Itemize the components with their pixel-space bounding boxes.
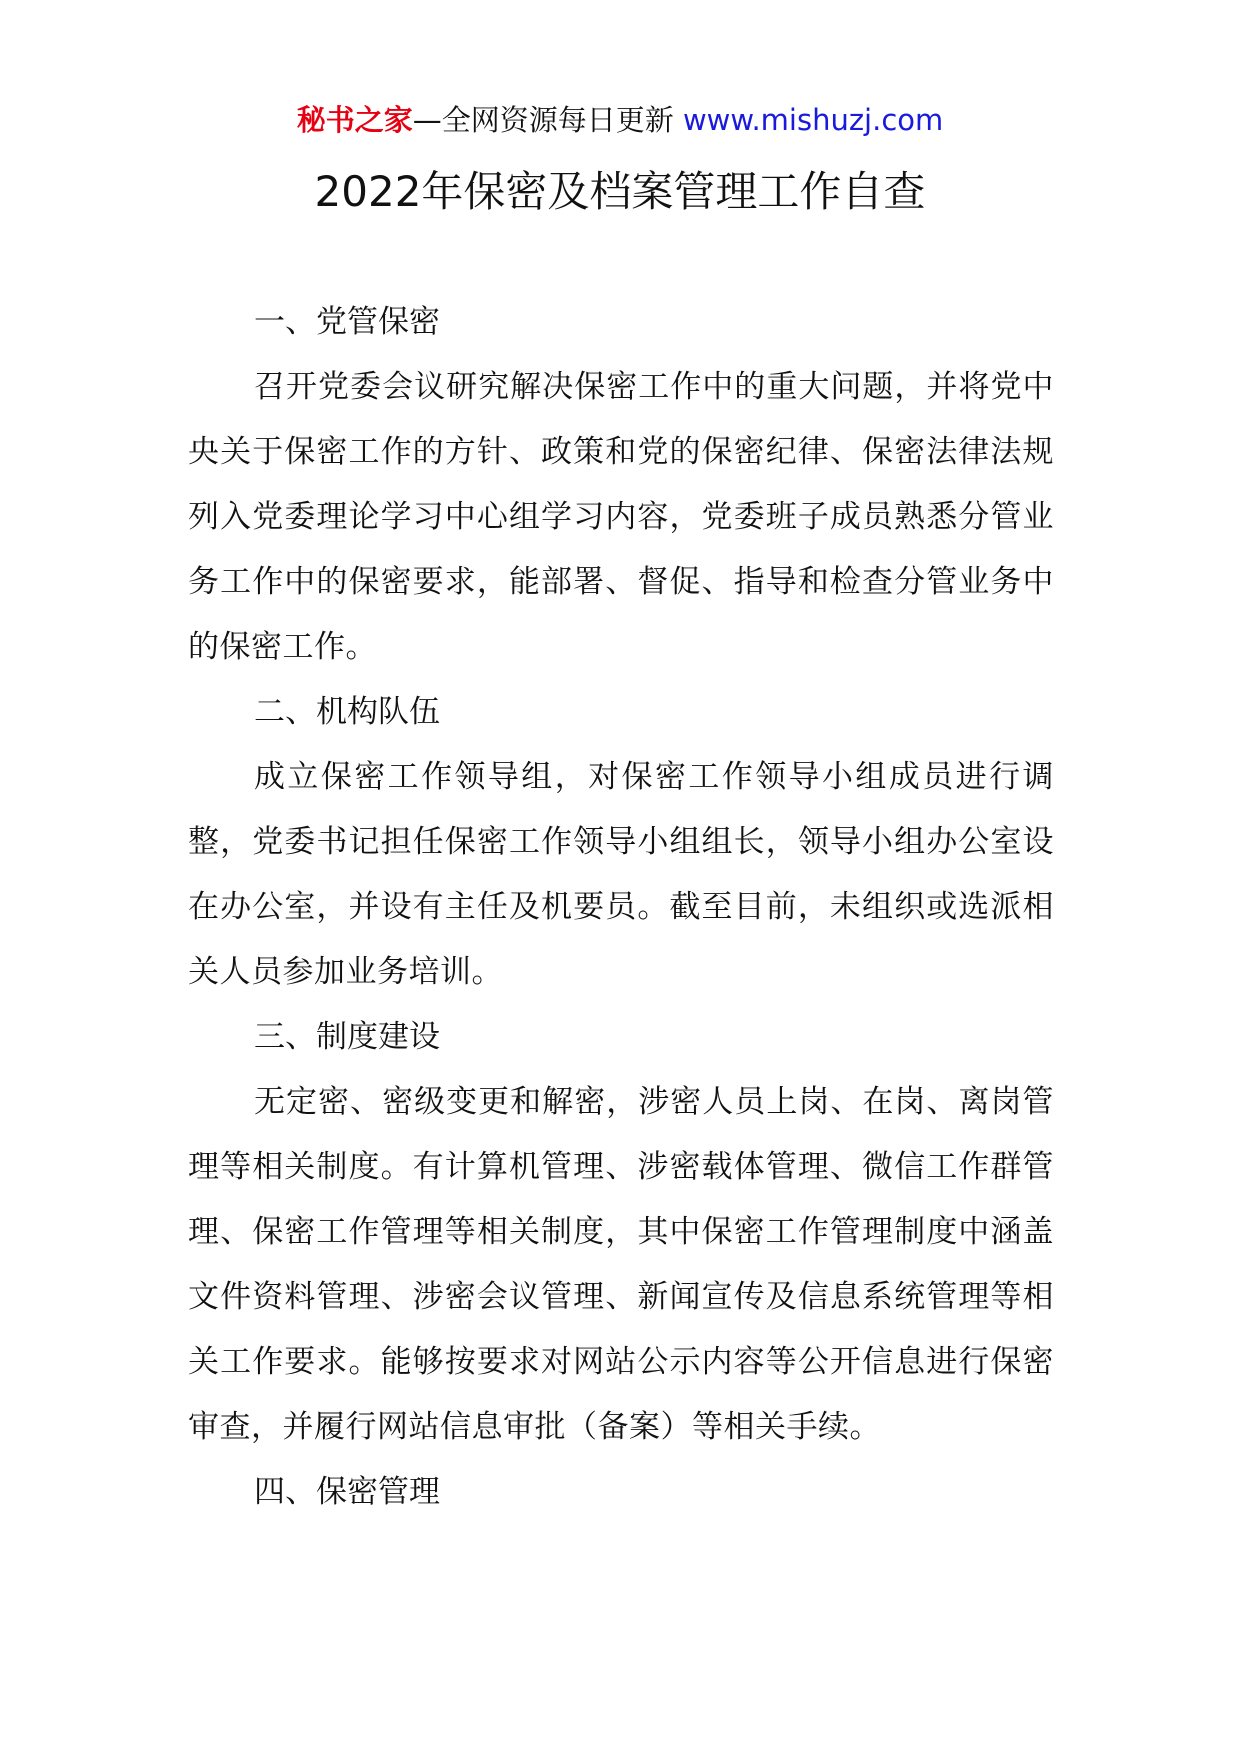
section-heading: 四、保密管理	[254, 1474, 440, 1510]
section-heading: 三、制度建设	[254, 1019, 440, 1055]
brand-slogan: —全网资源每日更新	[412, 103, 683, 137]
site-url-link[interactable]: www.mishuzj.com	[682, 103, 944, 137]
document-body	[188, 290, 1054, 1525]
section-paragraph: 召开党委会议研究解决保密工作中的重大问题，并将党中央关于保密工作的方针、政策和党的保密纪律、保密法律法规列入党委理论学习中心组学习内容，党委班子成员熟悉分管业务工作中的保密要求，能部署、督促、指导和检查分管业务中的保密工作。	[188, 369, 1054, 665]
site-banner	[0, 100, 1240, 140]
section-paragraph: 成立保密工作领导组，对保密工作领导小组成员进行调整，党委书记担任保密工作领导小组组长，领导小组办公室设在办公室，并设有主任及机要员。截至目前，未组织或选派相关人员参加业务培训。	[188, 759, 1054, 990]
document-title: 2022年保密及档案管理工作自查	[314, 167, 926, 216]
section-heading: 二、机构队伍	[254, 694, 440, 730]
section-paragraph: 无定密、密级变更和解密，涉密人员上岗、在岗、离岗管理等相关制度。有计算机管理、涉密载体管理、微信工作群管理、保密工作管理等相关制度，其中保密工作管理制度中涵盖文件资料管理、涉密会议管理、新闻宣传及信息系统管理等相关工作要求。能够按要求对网站公示内容等公开信息进行保密审查，并履行网站信息审批（备案）等相关手续。	[188, 1084, 1054, 1445]
brand-name: 秘书之家	[296, 103, 413, 137]
section-heading: 一、党管保密	[254, 304, 440, 340]
